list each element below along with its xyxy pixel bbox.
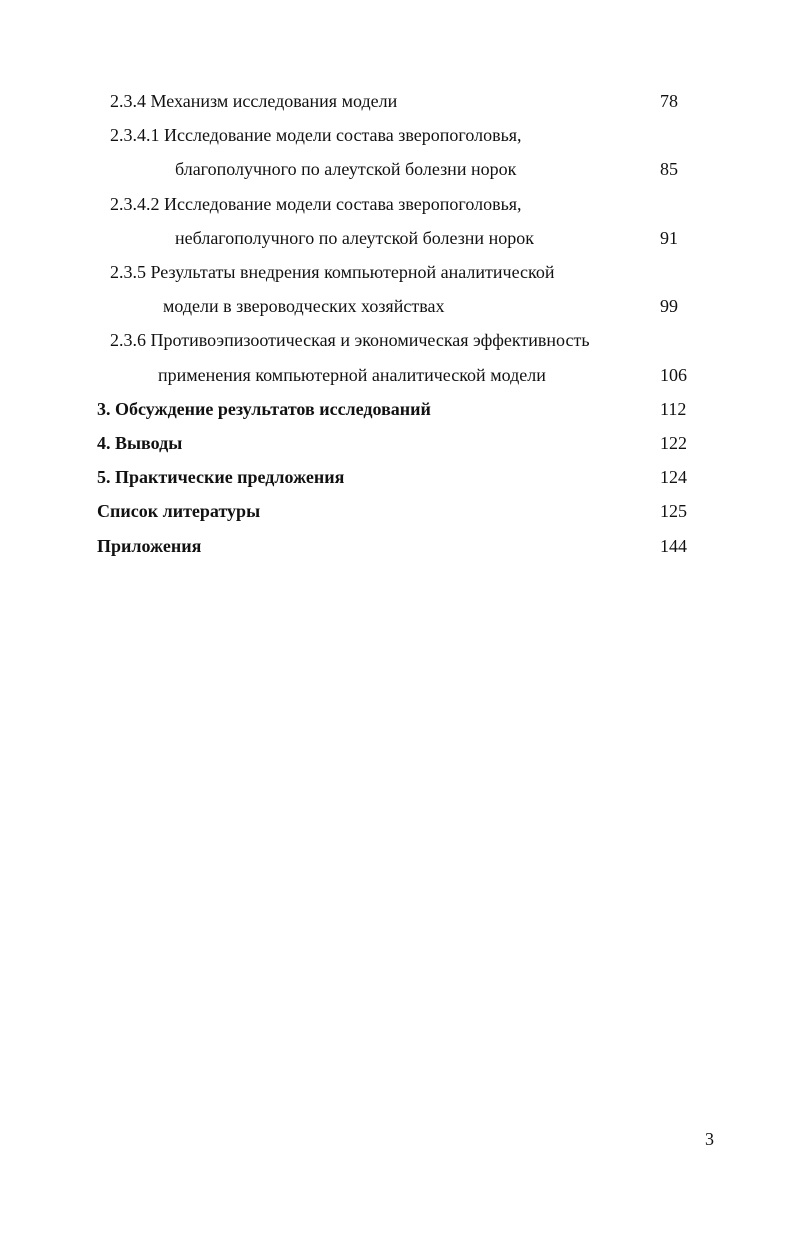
toc-entry-2-3-4-2-line-1: 2.3.4.2 Исследование модели состава зверопоголовья, — [110, 194, 522, 214]
toc-entry-2-3-5-page: 99 — [660, 296, 678, 316]
toc-entry-3-line-1: 3. Обсуждение результатов исследований — [97, 399, 431, 419]
toc-entry-3-page: 112 — [660, 399, 687, 419]
toc-entry-appendices-page: 144 — [660, 536, 687, 556]
toc-entry-2-3-5-line-1: 2.3.5 Результаты внедрения компьютерной аналитической — [110, 262, 555, 282]
toc-entry-2-3-6-line-2: применения компьютерной аналитической модели — [158, 365, 546, 385]
page-number: 3 — [705, 1129, 714, 1149]
toc-entry-2-3-5-line-2: модели в звероводческих хозяйствах — [163, 296, 445, 316]
toc-entry-2-3-4-1-page: 85 — [660, 159, 678, 179]
toc-entry-2-3-4-2-page: 91 — [660, 228, 678, 248]
toc-entry-2-3-4-page: 78 — [660, 91, 678, 111]
toc-entry-bibliography-page: 125 — [660, 501, 687, 521]
toc-entry-bibliography-line-1: Список литературы — [97, 501, 261, 521]
toc-entry-4-line-1: 4. Выводы — [97, 433, 183, 453]
toc-entry-2-3-4-1-line-1: 2.3.4.1 Исследование модели состава зверопоголовья, — [110, 125, 522, 145]
toc-entry-2-3-6-page: 106 — [660, 365, 687, 385]
toc-entry-5-line-1: 5. Практические предложения — [97, 467, 345, 487]
toc-entry-2-3-6-line-1: 2.3.6 Противоэпизоотическая и экономическая эффективность — [110, 330, 590, 350]
toc-entry-4-page: 122 — [660, 433, 687, 453]
toc-entry-appendices-line-1: Приложения — [97, 536, 202, 556]
toc-entry-5-page: 124 — [660, 467, 687, 487]
toc-entry-2-3-4-2-line-2: неблагополучного по алеутской болезни норок — [175, 228, 534, 248]
toc-entry-2-3-4-line-1: 2.3.4 Механизм исследования модели — [110, 91, 398, 111]
toc-entry-2-3-4-1-line-2: благополучного по алеутской болезни норок — [175, 159, 517, 179]
